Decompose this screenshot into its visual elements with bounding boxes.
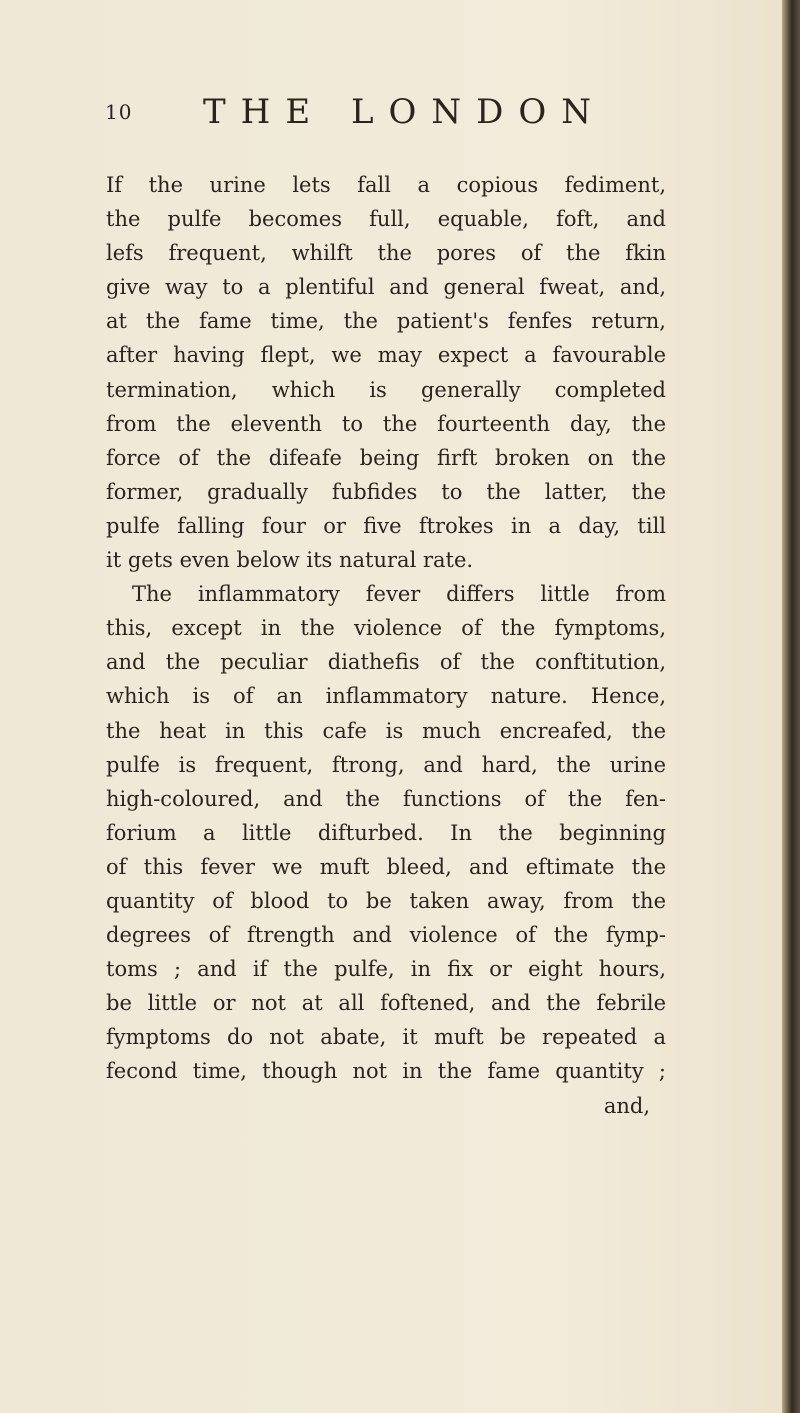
text-line: which is of an inflammatory nature. Hence, xyxy=(106,684,666,709)
text-line: after having flept, we may expect a favourable xyxy=(106,343,666,368)
page-header xyxy=(105,92,607,132)
text-line: of this fever we muft bleed, and eftimate the xyxy=(106,854,666,879)
text-line: high-coloured, and the functions of the fen- xyxy=(106,786,666,811)
text-line: degrees of ftrength and violence of the fymp- xyxy=(106,923,666,948)
text-line: former, gradually fubfides to the latter, the xyxy=(106,479,666,504)
text-line: this, except in the violence of the fymptoms, xyxy=(106,616,666,641)
text-line: termination, which is generally completed xyxy=(106,377,666,402)
text-line: from the eleventh to the fourteenth day, the xyxy=(106,411,666,436)
text-line: lefs frequent, whilft the pores of the fkin xyxy=(106,241,666,266)
text-line: fymptoms do not abate, it muft be repeated a xyxy=(106,1025,666,1050)
body-text xyxy=(106,168,666,1123)
text-line: be little or not at all foftened, and the febrile xyxy=(106,991,666,1016)
text-line: the pulfe becomes full, equable, foft, and xyxy=(106,207,666,232)
text-line: give way to a plentiful and general fweat, and, xyxy=(106,275,666,300)
text-line: and the peculiar diathefis of the conftitution, xyxy=(106,650,666,675)
page-gutter xyxy=(782,0,800,1413)
text-line: at the fame time, the patient's fenfes return, xyxy=(106,309,666,334)
text-line: it gets even below its natural rate. xyxy=(106,548,474,573)
text-line: pulfe falling four or five ftrokes in a day, till xyxy=(106,513,666,538)
running-title: THE LONDON xyxy=(203,92,607,132)
text-line: forium a little difturbed. In the beginning xyxy=(106,820,666,845)
text-line: toms ; and if the pulfe, in fix or eight hours, xyxy=(106,957,666,982)
text-line: force of the difeafe being firft broken on the xyxy=(106,445,666,470)
text-line: fecond time, though not in the fame quantity ; xyxy=(106,1059,666,1084)
text-line: the heat in this cafe is much encreafed, the xyxy=(106,718,666,743)
text-line: The inflammatory fever differs little from xyxy=(132,582,666,607)
catchword: and, xyxy=(603,1093,650,1118)
text-line: pulfe is frequent, ftrong, and hard, the urine xyxy=(106,752,666,777)
page-number: 10 xyxy=(105,100,133,124)
text-line: quantity of blood to be taken away, from the xyxy=(106,888,666,913)
text-line: If the urine lets fall a copious fediment, xyxy=(106,173,666,197)
